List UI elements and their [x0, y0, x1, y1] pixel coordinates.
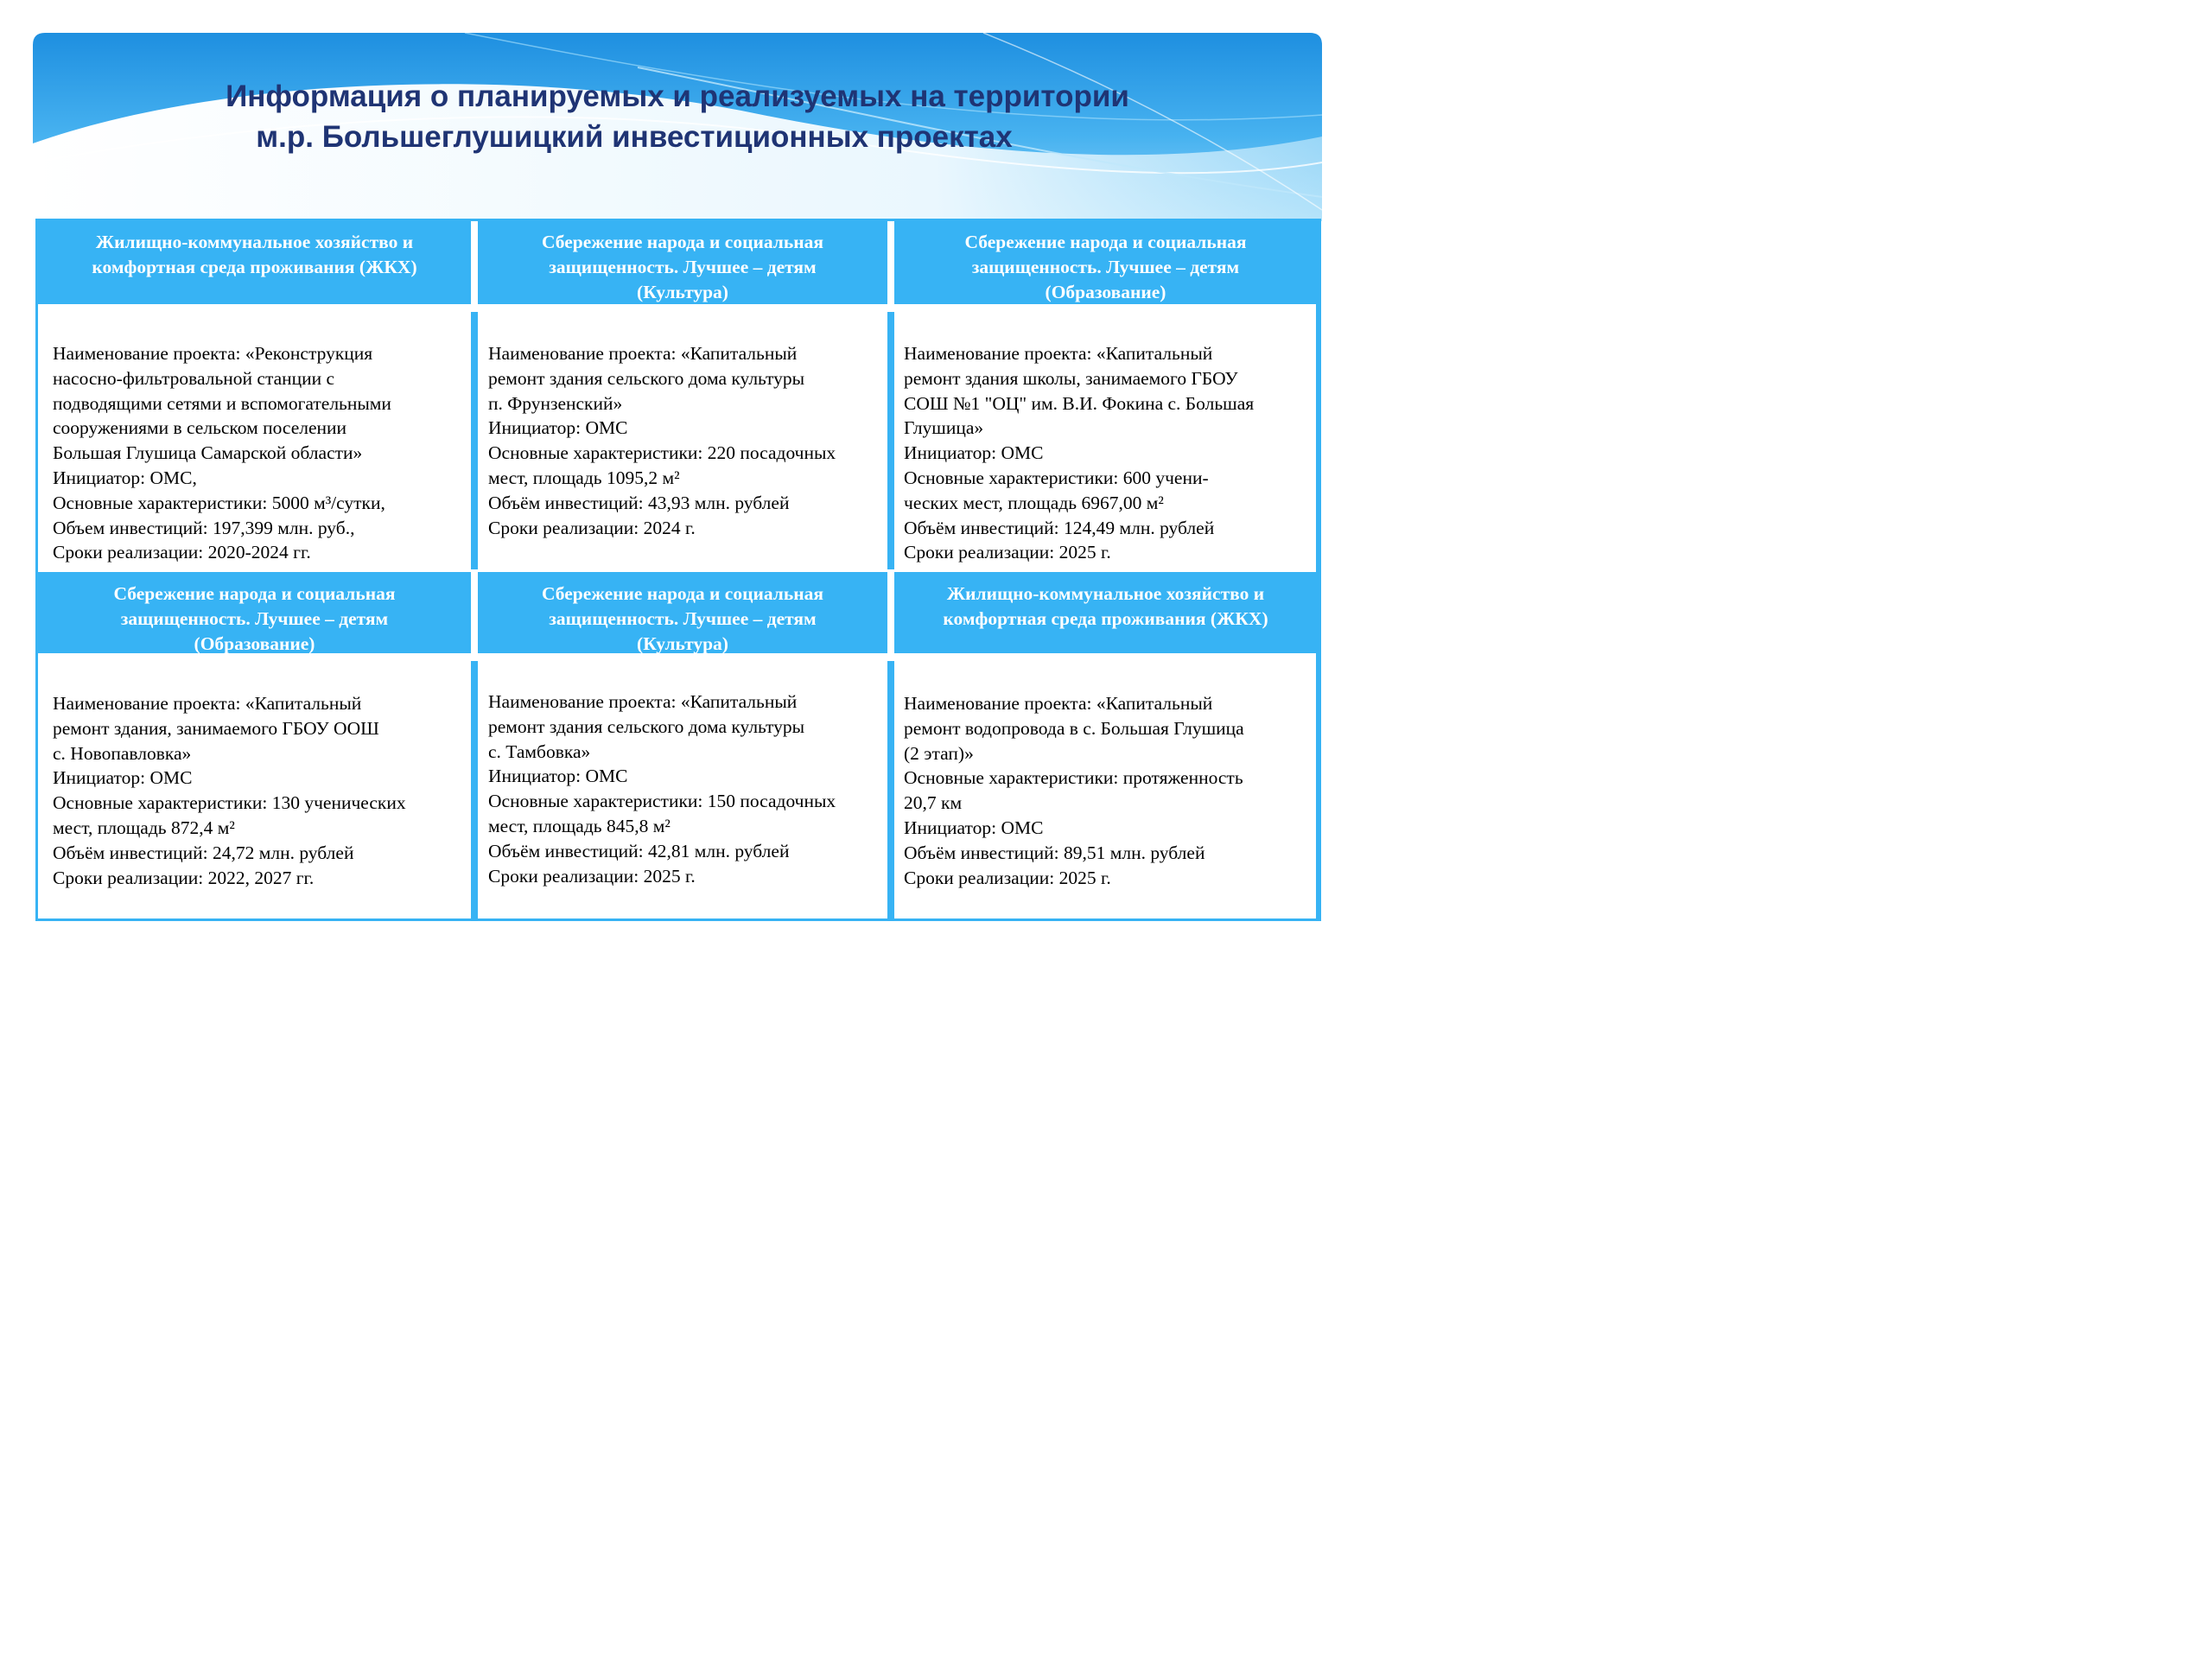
header-line: (Образование)	[194, 633, 315, 654]
project-line: Сроки реализации: 2025 г.	[904, 542, 1111, 563]
project-card-tambovka-culture-house	[474, 690, 890, 918]
table-border-top	[35, 219, 1321, 221]
header-line: (Культура)	[637, 633, 728, 654]
project-line: сооружениями в сельском поселении	[53, 417, 347, 439]
project-line: ремонт здания сельского дома культуры	[488, 367, 805, 389]
project-line: Инициатор: ОМС,	[53, 467, 197, 488]
project-line: СОШ №1 "ОЦ" им. В.И. Фокина с. Большая	[904, 392, 1255, 414]
project-card-novopavlovka-school	[38, 691, 471, 918]
project-line: Основные характеристики: 5000 м³/сутки,	[53, 492, 385, 513]
project-line: Сроки реализации: 2022, 2027 гг.	[53, 867, 315, 888]
project-line: мест, площадь 1095,2 м²	[488, 467, 680, 488]
header-line: Жилищно-коммунальное хозяйство и	[946, 583, 1265, 604]
project-line: с. Тамбовка»	[488, 741, 591, 762]
project-line: ческих мест, площадь 6967,00 м²	[904, 492, 1164, 513]
project-line: Основные характеристики: 600 учени-	[904, 467, 1209, 488]
column-divider	[471, 661, 478, 918]
project-line: Инициатор: ОМС	[488, 766, 628, 787]
project-line: (2 этап)»	[904, 742, 974, 764]
project-line: Инициатор: ОМС	[904, 442, 1044, 464]
column-divider	[887, 312, 894, 569]
project-line: Объём инвестиций: 42,81 млн. рублей	[488, 840, 790, 861]
project-card-water-supply	[889, 691, 1318, 918]
project-line: Основные характеристики: 150 посадочных	[488, 791, 836, 812]
project-card-frunzensky-culture-house	[474, 341, 890, 569]
project-line: Большая Глушица Самарской области»	[53, 442, 363, 464]
project-line: Объем инвестиций: 197,399 млн. руб.,	[53, 517, 355, 538]
project-line: Сроки реализации: 2025 г.	[488, 865, 696, 887]
table-border-left	[35, 219, 38, 921]
project-line: Наименование проекта: «Капитальный	[53, 693, 362, 714]
header-line: защищенность. Лучшее – детям	[120, 608, 389, 629]
header-line: Сбережение народа и социальная	[964, 232, 1247, 252]
header-culture-1	[478, 220, 887, 304]
project-line: Объём инвестиций: 43,93 млн. рублей	[488, 492, 790, 513]
project-card-school-1	[889, 341, 1318, 569]
project-line: мест, площадь 845,8 м²	[488, 815, 671, 836]
project-line: ремонт водопровода в с. Большая Глушица	[904, 717, 1244, 739]
header-line: защищенность. Лучшее – детям	[549, 608, 817, 629]
project-line: Основные характеристики: протяженность	[904, 767, 1243, 789]
header-zhkh-1	[38, 220, 471, 304]
project-line: Наименование проекта: «Капитальный	[904, 343, 1213, 364]
header-line: Жилищно-коммунальное хозяйство и	[95, 232, 414, 252]
project-line: ремонт здания школы, занимаемого ГБОУ	[904, 367, 1238, 389]
header-line: (Культура)	[637, 282, 728, 302]
project-line: Сроки реализации: 2025 г.	[904, 867, 1111, 888]
page-title	[33, 76, 1322, 157]
project-line: Сроки реализации: 2024 г.	[488, 517, 696, 538]
project-line: с. Новопавловка»	[53, 742, 192, 764]
column-divider	[887, 661, 894, 918]
page-title-line-2: м.р. Большеглушицкий инвестиционных проектах	[256, 120, 1013, 154]
project-line: Наименование проекта: «Капитальный	[488, 691, 798, 712]
projects-table	[35, 219, 1321, 921]
page-title-line-1: Информация о планируемых и реализуемых на территории	[226, 79, 1129, 113]
header-education-1	[894, 220, 1317, 304]
project-line: Объём инвестиций: 24,72 млн. рублей	[53, 842, 354, 863]
project-line: Наименование проекта: «Капитальный	[488, 343, 798, 364]
table-border-bottom	[35, 918, 1321, 921]
project-line: Объём инвестиций: 89,51 млн. рублей	[904, 842, 1205, 863]
project-line: Инициатор: ОМС	[488, 417, 628, 439]
header-line: комфортная среда проживания (ЖКХ)	[92, 257, 417, 277]
project-line: Инициатор: ОМС	[904, 817, 1044, 838]
header-line: (Образование)	[1045, 282, 1166, 302]
header-line: Сбережение народа и социальная	[541, 583, 824, 604]
project-line: Наименование проекта: «Капитальный	[904, 693, 1213, 714]
header-line: Сбережение народа и социальная	[113, 583, 396, 604]
project-line: ремонт здания, занимаемого ГБОУ ООШ	[53, 717, 379, 739]
project-line: Основные характеристики: 220 посадочных	[488, 442, 836, 464]
project-card-pumping-station	[38, 341, 471, 569]
project-line: подводящими сетями и вспомогательными	[53, 392, 391, 414]
header-line: комфортная среда проживания (ЖКХ)	[943, 608, 1268, 629]
project-line: Сроки реализации: 2020-2024 гг.	[53, 542, 311, 563]
project-line: Глушица»	[904, 417, 984, 439]
project-line: п. Фрунзенский»	[488, 392, 623, 414]
table-border-right	[1316, 219, 1321, 921]
header-zhkh-2	[894, 572, 1317, 653]
header-education-2	[38, 572, 471, 653]
project-line: Основные характеристики: 130 ученических	[53, 792, 406, 814]
project-line: 20,7 км	[904, 792, 963, 814]
header-line: Сбережение народа и социальная	[541, 232, 824, 252]
project-line: Инициатор: ОМС	[53, 767, 193, 789]
project-line: мест, площадь 872,4 м²	[53, 817, 235, 838]
header-line: защищенность. Лучшее – детям	[549, 257, 817, 277]
header-culture-2	[478, 572, 887, 653]
header-line: защищенность. Лучшее – детям	[971, 257, 1240, 277]
project-line: насосно-фильтровальной станции с	[53, 367, 335, 389]
project-line: ремонт здания сельского дома культуры	[488, 715, 805, 737]
column-divider	[471, 312, 478, 569]
project-line: Объём инвестиций: 124,49 млн. рублей	[904, 517, 1215, 538]
project-line: Наименование проекта: «Реконструкция	[53, 343, 373, 364]
